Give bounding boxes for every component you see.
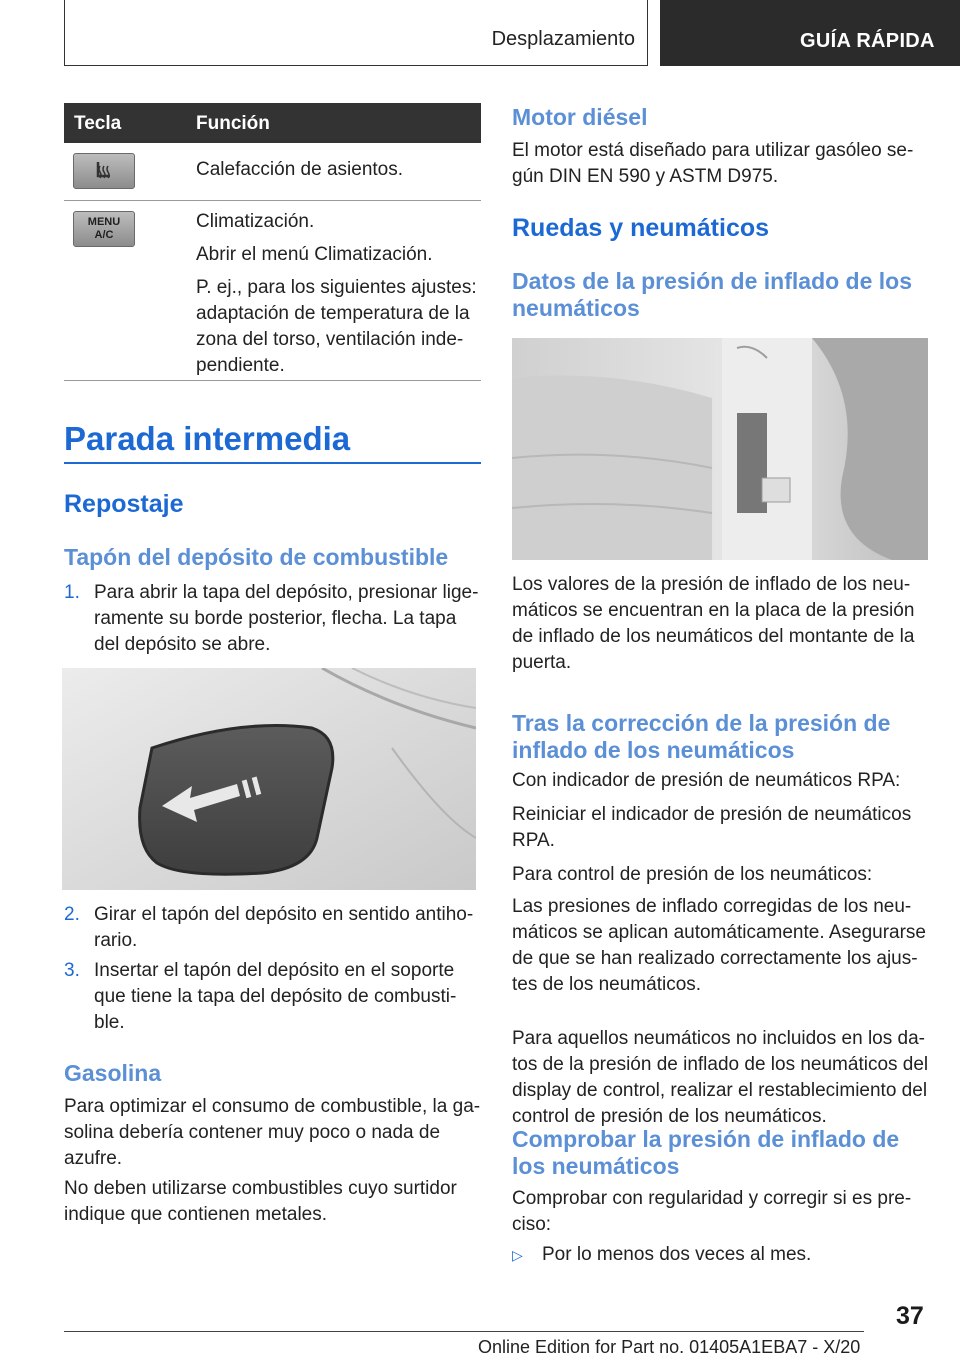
column-header-key: Tecla <box>74 113 122 134</box>
correction-paragraph: Reiniciar el indicador de presión de neumáticos RPA. <box>512 804 912 851</box>
function-cell <box>196 157 481 190</box>
function-text: Calefacción de asientos. <box>196 159 404 180</box>
bullet-text: Por lo menos dos veces al mes. <box>542 1244 812 1265</box>
list-item <box>64 902 481 954</box>
function-cell <box>196 209 481 386</box>
key-function-table <box>64 103 481 381</box>
pressure-data-title: Datos de la presión de inflado de los neumáticos <box>512 268 913 321</box>
function-text: Climatización. <box>196 211 315 232</box>
door-pillar-photo <box>512 338 928 560</box>
diesel-paragraph: El motor está diseñado para utilizar gasóleo se-gún DIN EN 590 y ASTM D975. <box>512 140 914 187</box>
correction-paragraph: Con indicador de presión de neumáticos RPA: <box>512 770 901 791</box>
step-number: 2. <box>64 904 80 925</box>
correction-title: Tras la corrección de la presión de inflado de los neumáticos <box>512 710 891 763</box>
footer-edition: Online Edition for Part no. 01405A1EBA7 - X/20 <box>478 1337 861 1357</box>
fuel-flap-photo <box>62 668 476 890</box>
step-number: 1. <box>64 582 80 603</box>
gasolina-paragraph: No deben utilizarse combustibles cuyo surtidor indique que contienen metales. <box>64 1178 457 1225</box>
check-title: Comprobar la presión de inflado de los neumáticos <box>512 1126 900 1179</box>
diesel-title: Motor diésel <box>512 104 648 130</box>
check-paragraph: Comprobar con regularidad y corregir si es pre-ciso: <box>512 1188 912 1235</box>
column-header-function: Función <box>196 113 270 134</box>
page-number: 37 <box>896 1302 924 1330</box>
section-tab-label: Desplazamiento <box>491 28 635 50</box>
key-label-menu: MENU <box>87 216 121 228</box>
table-header <box>64 103 481 143</box>
menu-ac-key-icon <box>73 211 135 247</box>
subsection-title: Repostaje <box>64 490 184 518</box>
guide-tab-label: GUÍA RÁPIDA <box>800 30 935 52</box>
topic-title: Tapón del depósito de combustible <box>64 544 449 570</box>
table-row <box>64 201 481 381</box>
gasolina-paragraph: Para optimizar el consumo de combustible, la ga-solina debería contener muy poco o nada de azufre. <box>64 1096 481 1169</box>
function-text: Abrir el menú Climatización. <box>196 244 433 265</box>
function-text: P. ej., para los siguientes ajustes: adaptación de temperatura de la zona del torso, ventilación inde-pendiente. <box>196 277 477 376</box>
wheels-title: Ruedas y neumáticos <box>512 214 770 242</box>
table-row <box>64 143 481 201</box>
key-label-ac: A/C <box>94 229 114 241</box>
step-text: Insertar el tapón del depósito en el soporte que tiene la tapa del depósito de combusti-ble. <box>94 960 457 1033</box>
seat-heating-key-icon <box>73 153 135 189</box>
footer-rule <box>64 1331 864 1332</box>
correction-paragraph: Para control de presión de los neumáticos: <box>512 864 873 885</box>
header-guide-tab <box>660 0 960 66</box>
gasolina-title: Gasolina <box>64 1060 162 1086</box>
step-text: Girar el tapón del depósito en sentido antiho-rario. <box>94 904 474 951</box>
list-item <box>64 958 481 1036</box>
section-title-rule <box>64 462 481 464</box>
section-title: Parada intermedia <box>64 420 351 457</box>
correction-paragraph: Para aquellos neumáticos no incluidos en los da-tos de la presión de inflado de los neumáticos del display de control, realizar el restablecimiento del control de presión de los neumáticos. <box>512 1028 929 1127</box>
step-text: Para abrir la tapa del depósito, presionar lige-ramente su borde posterior, flecha. La tapa del depósito se abre. <box>94 582 479 655</box>
correction-paragraph: Las presiones de inflado corregidas de los neu-máticos se aplican automáticamente. Asegurarse de que se han realizado correctamente los ajus-tes de los neumáticos. <box>512 896 926 995</box>
pressure-data-paragraph: Los valores de la presión de inflado de los neu-máticos se encuentran en la placa de la presión de inflado de los neumáticos del montante de la puerta. <box>512 574 915 673</box>
step-number: 3. <box>64 960 80 981</box>
triangle-bullet-icon: ▷ <box>512 1247 523 1263</box>
list-item <box>64 580 481 658</box>
header-section-tab <box>64 0 648 66</box>
